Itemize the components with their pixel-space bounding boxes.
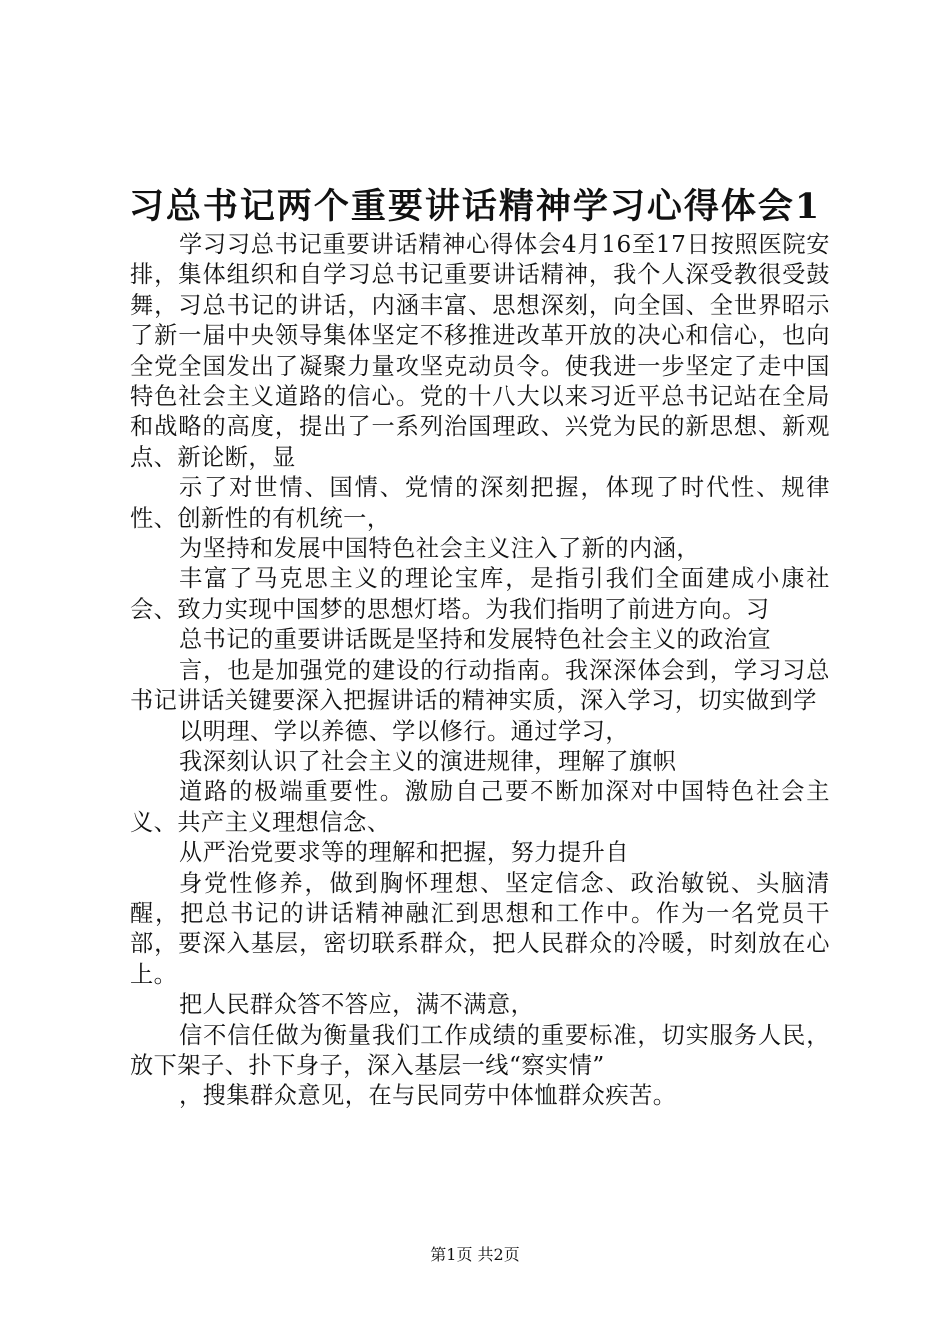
paragraph: 我深刻认识了社会主义的演进规律，理解了旗帜 — [179, 747, 677, 775]
paragraph: 信不信任做为衡量我们工作成绩的重要标准，切实服务人民，放下架子、扑下身子，深入基层一线“察实情” — [130, 1021, 830, 1079]
paragraph: 总书记的重要讲话既是坚持和发展特色社会主义的政治宣 — [179, 626, 772, 654]
paragraph: 示了对世情、国情、党情的深刻把握，体现了时代性、规律性、创新性的有机统一， — [130, 474, 830, 532]
document-title: 习总书记两个重要讲话精神学习心得体会1 — [128, 186, 822, 227]
paragraph: 以明理、学以养德、学以修行。通过学习， — [179, 717, 630, 745]
paragraph: 把人民群众答不答应，满不满意， — [179, 991, 535, 1019]
paragraph: 从严治党要求等的理解和把握，努力提升自 — [179, 839, 630, 867]
paragraph: 身党性修养，做到胸怀理想、坚定信念、政治敏锐、头脑清醒，把总书记的讲话精神融汇到思想和工作中。作为一名党员干部，要深入基层，密切联系群众，把人民群众的冷暖，时刻放在心上。 — [130, 869, 830, 988]
paragraph: 丰富了马克思主义的理论宝库，是指引我们全面建成小康社会、致力实现中国梦的思想灯塔。为我们指明了前进方向。习 — [130, 565, 830, 623]
paragraph: ，搜集群众意见，在与民同劳中体恤群众疾苦。 — [179, 1082, 677, 1110]
paragraph: 为坚持和发展中国特色社会主义注入了新的内涵， — [179, 535, 701, 563]
document-body — [130, 230, 830, 1112]
page-footer: 第1页 共2页 — [430, 1245, 520, 1264]
paragraph: 道路的极端重要性。激励自己要不断加深对中国特色社会主义、共产主义理想信念、 — [130, 778, 830, 836]
paragraph: 学习习总书记重要讲话精神心得体会4月16至17日按照医院安排，集体组织和自学习总书记重要讲话精神，我个人深受教很受鼓舞，习总书记的讲话，内涵丰富、思想深刻，向全国、全世界昭示了新一届中央领导集体坚定不移推进改革开放的决心和信心，也向全党全国发出了凝聚力量攻坚克动员令。使我进一步坚定了走中国特色社会主义道路的信心。党的十八大以来习近平总书记站在全局和战略的高度，提出了一系列治国理政、兴党为民的新思想、新观点、新论断，显 — [130, 231, 830, 471]
paragraph: 言，也是加强党的建设的行动指南。我深深体会到，学习习总书记讲话关键要深入把握讲话的精神实质，深入学习，切实做到学 — [130, 656, 830, 715]
